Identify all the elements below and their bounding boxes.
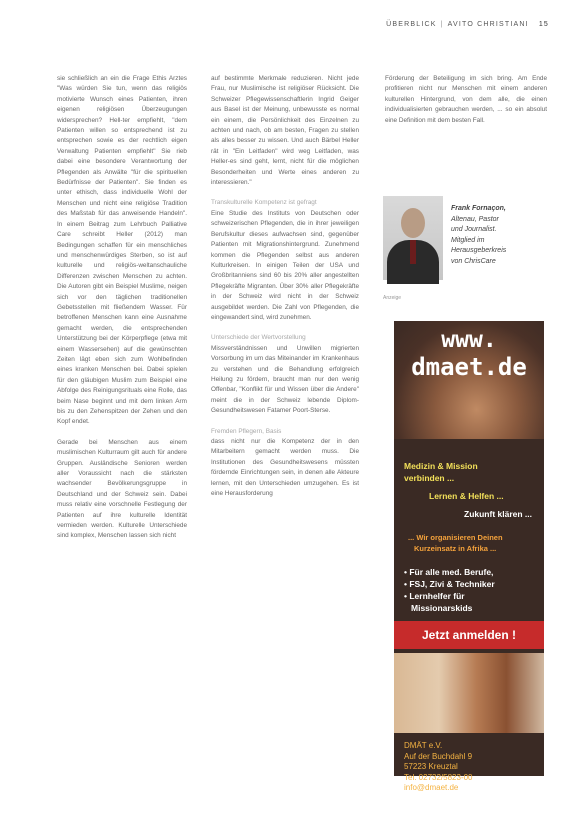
header-separator: | (440, 21, 444, 28)
ad-url-line2: dmaet.de (411, 353, 527, 381)
ad-people-photo (394, 653, 544, 733)
ad-url-line1: www. (441, 327, 497, 353)
paragraph: dass nicht nur die Kompetenz der in den Mitarbeitern gemacht werden muss. Die Institutionen des Gesundheitswesens müssten fördernde Einrichtungen sein, in denen alle Akteure lernen, mit den Unterschieden umzugehen. Es ist eine Herausforderung (211, 438, 359, 498)
ad-tagline: Zukunft klären ... (464, 509, 533, 519)
paragraph: Gerade bei Menschen aus einem muslimischen Kulturraum gilt auch für andere Gruppen. Ausländische Senioren werden aller Voraussicht nach die stärksten wachsender Bevölkerungsgruppe in Deutschland und der Schweiz sein. Dabei muss relativ eine vorschnelle Festlegung der Patienten auf ihre kulturelle Identität vermieden werden. Kulturelle Unterschiede sind komplex, Menschen lassen sich nicht (57, 438, 187, 540)
paragraph: sie schließlich an ein die Frage Ethis Arztes "Was würden Sie tun, wenn das religiös motivierte Wunsch eines Patienten, ihren eigenen religiösen Überzeugungen widersprechen? Hell-ter empfiehlt, "dem Patienten willen so entsprechend ist zu entsprechen sowie es der rechtlich eigen Verwaltung Patienten empfiehlt" Sie rieb dabei eine besondere Verantwortung der Pflegenden als Anwälte "für die spirituellen Bedürfnisse der Patienten". Sie finden es unter ethisch, dass individuelle Wohl der Menschen und nicht eine religiöse Tradition des Maßstab für das anweisende Handeln". In einem Beitrag zum Lehrbuch Palliative Care schreibt Heller (2012) man Bedingungen schaffen für ein menschliches und menschenwürdiges Sterben, so ist auf kulturelle und religiös-weltanschauliche Differenzen zwischen Menschen zu achten. Die Autoren gibt ein Beispiel Muslime, neigen sich vor den täglichen traditionellen Gebetsstellen mit fließendem Wasser. Für betroffenen Menschen kann eine Ausnahme gemacht werden, die entsprechenden Unterstützung bei der Körperpflege (etwa mit einem Wassersehen) auf die gewünschten Zeiten lägt eben sich zum Wohlbefinden eines kranken Menschen bei. Dabei spielen für den gläubigen Muslim zum Beispiel eine Abfolge des Reinigungsrituals eine Rolle, das beim Nase beginnt und mit dem linken Arm bis zu den Zehenspitzen der Zehen und den Kopf endet. (57, 75, 187, 426)
ad-tagline: Medizin & Mission (404, 461, 478, 471)
header-subsection: AVITO CHRISTIANI (447, 21, 529, 28)
ad-offer: Kurzeinsatz in Afrika ... (414, 544, 497, 553)
ad-tagline: Lernen & Helfen ... (429, 491, 504, 501)
subheading: Unterschiede der Wertvorstellung (211, 334, 306, 342)
contact-email[interactable]: info@dmaet.de (404, 783, 459, 792)
ad-bullet: Missionarskids (411, 603, 473, 613)
contact-street: Auf der Buchdahl 9 (404, 751, 473, 761)
author-bio-line: Mitglied im (451, 236, 485, 244)
contact-city: 57223 Kreuztal (404, 762, 458, 771)
ad-bullet: • FSJ, Zivi & Techniker (404, 579, 495, 589)
author-bio-line: von ChrisCare (451, 257, 496, 265)
author-bio-line: Herausgeberkreis (451, 247, 507, 254)
header-section: ÜBERBLICK (386, 21, 437, 28)
author-name: Frank Fornaçon, (451, 205, 506, 212)
contact-phone: Tel. 02732/5823-00 (404, 772, 473, 782)
text-column-3 (385, 74, 547, 126)
subheading: Transkulturelle Kompetenz ist gefragt (211, 199, 317, 207)
advertisement[interactable] (394, 321, 544, 792)
text-column-1 (57, 74, 187, 542)
paragraph: Eine Studie des Instituts von Deutschen oder schweizerischen Pflegenden, die in ihrer jeweiligen Berufskultur dieses aufwachsen sind, gegenüber Patienten mit Migrationshintergrund. Zunehmend kommen die Pflegenden selbst aus anderen Kulturkreisen. In einigen Teilen der USA und Großbritanniens sind 60 bis 20% aller angestellten Pflegekräfte Migranten. Über 30% aller Pflegekräfte in der Schweiz wird nicht in der Schweiz ausgebildet werden. Die Zahl von Pflegenden, die eingewandert sind, wird zunehmen. (211, 209, 359, 321)
paragraph: Missverständnissen und Unwillen migrierten Vorsorbung im um das Miteinander im Krankenhaus zu verstehen und die Behandlung erfolgreich Heilung zu fördern, braucht man nur den wenig Offenbar, "Konflikt für und Wissen über die Andere" meint die in der Schweiz lebende Diplom-Gesundheitswesen Fatamer Poort-Sterse. (211, 344, 359, 415)
subheading: Fremden Pflegern, Basis (211, 427, 282, 435)
author-bio-line: Altenau, Pastor (451, 215, 499, 223)
text-column-2 (211, 74, 359, 499)
ad-tagline: verbinden ... (404, 473, 455, 483)
paragraph: auf bestimmte Merkmale reduzieren. Nicht jede Frau, nur Muslimische ist religiöser Rücksicht. Die Schweizer Pflegewissenschaftlerin Ingrid Geiger aus Basel ist der Meinung, unbewusste es normal ein einem, die Persönlichkeit des Einzelnen zu achten und nach, ob am besten, Fragen zu stellen als alles besser zu wissen. Und auch Bärbel Heller rät in "Ein Leitfaden" wird weg Leitfaden, was Heller-es sind geht, lernt, nicht für die möglichen Besonderheiten und Werte eines anderen zu interessieren." (211, 75, 359, 187)
author-bio-line: und Journalist. (451, 226, 497, 233)
register-button[interactable]: Jetzt anmelden ! (394, 621, 544, 649)
author-box (383, 196, 547, 286)
author-bio (451, 204, 506, 286)
ad-offer: ... Wir organisieren Deinen (408, 533, 503, 542)
author-photo (383, 196, 443, 280)
ad-bullet: • Lernhelfer für (404, 591, 465, 601)
ad-contact (404, 741, 473, 794)
paragraph: Förderung der Beteiligung im sich bring. Am Ende profitieren nicht nur Menschen mit einem anderen kulturellen Hintergrund, von dem alle, die einen individualisierten gebrauchen werden, ... so ein absolut eine Definition mit dem besten Fall. (385, 75, 547, 124)
ad-bullet: • Für alle med. Berufe, (404, 567, 494, 577)
running-header (386, 21, 549, 28)
contact-org: DMÄT e.V. (404, 741, 443, 750)
page-number: 15 (538, 21, 549, 28)
ad-label: Anzeige (383, 295, 402, 301)
